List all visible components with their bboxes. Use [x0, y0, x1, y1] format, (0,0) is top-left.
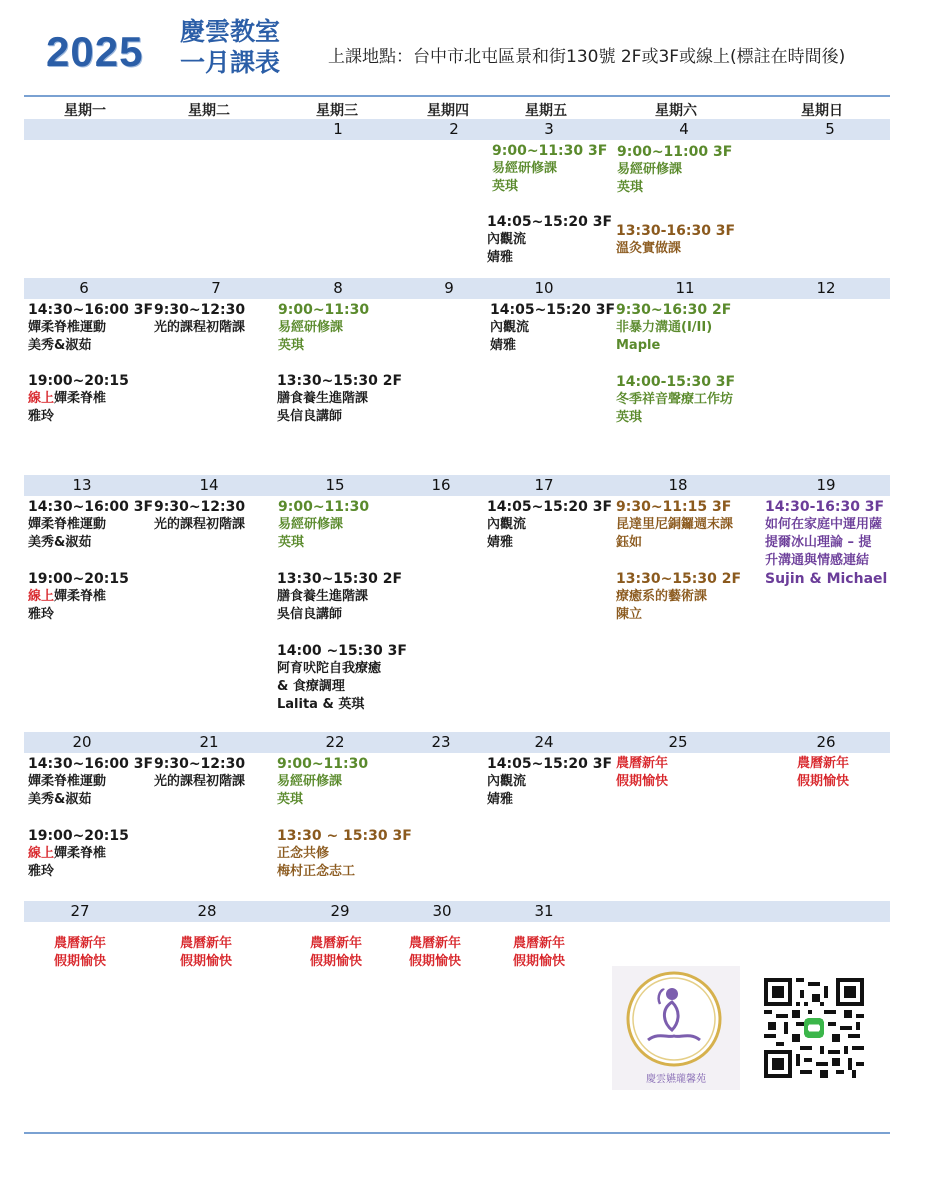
holiday-note — [797, 755, 849, 791]
holiday-note — [616, 755, 668, 791]
event-name-2: & 食療調理 — [277, 679, 345, 694]
event-teacher: 婧雅 — [487, 535, 514, 550]
event-time: 14:05~15:20 3F — [487, 214, 613, 230]
date-cell: 2 — [449, 120, 459, 138]
event-time: 14:05~15:20 3F — [490, 302, 616, 318]
event-block — [277, 827, 412, 881]
holiday-line-1: 農曆新年 — [409, 936, 462, 951]
holiday-note — [513, 935, 565, 971]
event-teacher: 吳信良講師 — [277, 607, 343, 622]
weekday-mon: 星期一 — [64, 103, 106, 119]
event-name: 內觀流 — [490, 320, 530, 335]
event-name: 嬋柔脊椎運動 — [28, 517, 107, 532]
event-time: 14:30~16:00 3F — [28, 756, 154, 772]
event-name: 易經研修課 — [278, 320, 344, 335]
holiday-line-1: 農曆新年 — [797, 756, 850, 771]
event-time: 9:00~11:30 — [277, 756, 369, 772]
date-cell: 6 — [79, 279, 89, 297]
event-teacher: 雅玲 — [28, 607, 55, 622]
event-time: 9:30~16:30 2F — [616, 302, 732, 318]
event-time: 19:00~20:15 — [28, 373, 129, 389]
online-tag: 線上 — [28, 589, 55, 604]
weekday-thu: 星期四 — [427, 103, 469, 119]
event-teacher: 美秀&淑茹 — [28, 792, 92, 807]
event-teacher: 雅玲 — [28, 409, 55, 424]
date-cell: 21 — [199, 733, 219, 751]
top-divider — [24, 95, 890, 97]
event-time: 13:30~15:30 2F — [616, 571, 742, 587]
holiday-note — [54, 935, 106, 971]
event-teacher: 英琪 — [492, 179, 519, 194]
event-time: 9:00~11:30 — [278, 499, 370, 515]
location-text: 上課地點：台中市北屯區景和街130號 2F或3F或線上(標註在時間後) — [328, 47, 846, 67]
event-time: 13:30 ~ 15:30 3F — [277, 828, 412, 844]
event-block — [487, 755, 612, 809]
event-teacher: 英琪 — [277, 792, 304, 807]
event-name: 阿育吠陀自我療癒 — [277, 661, 382, 676]
holiday-line-1: 農曆新年 — [616, 756, 669, 771]
holiday-line-2: 假期愉快 — [54, 954, 107, 969]
date-cell: 4 — [679, 120, 689, 138]
holiday-note — [180, 935, 232, 971]
event-time: 14:05~15:20 3F — [487, 499, 613, 515]
event-block — [28, 498, 153, 552]
event-time: 13:30~15:30 2F — [277, 373, 403, 389]
event-block — [490, 301, 615, 355]
event-name: 冬季祥音聲療工作坊 — [616, 392, 734, 407]
event-block — [487, 498, 612, 552]
date-cell: 12 — [816, 279, 836, 297]
event-teacher: 梅村正念志工 — [277, 864, 356, 879]
event-time: 9:00~11:30 3F — [492, 143, 608, 159]
event-time: 13:30~15:30 2F — [277, 571, 403, 587]
event-time: 19:00~20:15 — [28, 571, 129, 587]
page-title — [180, 16, 280, 78]
event-time: 9:30~12:30 — [154, 302, 246, 318]
event-block — [277, 570, 402, 624]
logo-caption: 慶雲嬿瓏馨苑 — [646, 1074, 706, 1085]
event-block — [28, 570, 129, 624]
event-block — [28, 372, 129, 426]
weekday-tue: 星期二 — [188, 103, 230, 119]
event-teacher: 美秀&淑茹 — [28, 338, 92, 353]
event-teacher: 婧雅 — [487, 250, 514, 265]
weekday-fri: 星期五 — [525, 103, 567, 119]
event-block — [28, 827, 129, 881]
event-name: 光的課程初階課 — [154, 320, 246, 335]
date-cell: 19 — [816, 476, 836, 494]
date-cell: 29 — [330, 902, 350, 920]
event-name: 嬋柔脊椎 — [54, 391, 107, 406]
date-cell: 14 — [199, 476, 219, 494]
event-name: 內觀流 — [487, 517, 527, 532]
event-block — [154, 301, 245, 337]
event-name: 昆達里尼銅鑼週末課 — [616, 517, 734, 532]
date-cell: 25 — [668, 733, 688, 751]
event-block — [277, 755, 368, 809]
date-cell: 3 — [544, 120, 554, 138]
event-time: 14:30~16:00 3F — [28, 499, 154, 515]
event-name: 正念共修 — [277, 846, 330, 861]
event-name: 溫灸實做課 — [616, 241, 682, 256]
event-name: 療癒系的藝術課 — [616, 589, 708, 604]
event-time: 9:00~11:00 3F — [617, 144, 733, 160]
event-block — [765, 498, 887, 588]
weekday-sat: 星期六 — [655, 103, 697, 119]
date-cell: 13 — [72, 476, 92, 494]
event-name: 嬋柔脊椎 — [54, 846, 107, 861]
event-name: 內觀流 — [487, 774, 527, 789]
date-cell: 16 — [431, 476, 451, 494]
event-teacher: Lalita & 英琪 — [277, 697, 365, 712]
holiday-line-1: 農曆新年 — [310, 936, 363, 951]
event-teacher: 吳信良講師 — [277, 409, 343, 424]
date-cell: 23 — [431, 733, 451, 751]
date-cell: 10 — [534, 279, 554, 297]
event-name: 膳食養生進階課 — [277, 391, 369, 406]
weekday-wed: 星期三 — [316, 103, 358, 119]
event-block — [616, 570, 741, 624]
event-name: 內觀流 — [487, 232, 527, 247]
event-block — [278, 301, 369, 355]
holiday-line-2: 假期愉快 — [513, 954, 566, 969]
event-name-line — [28, 390, 129, 408]
event-teacher: 鈺如 — [616, 535, 643, 550]
event-block — [616, 373, 735, 427]
date-cell: 7 — [211, 279, 221, 297]
date-cell: 30 — [432, 902, 452, 920]
event-name-line — [28, 588, 129, 606]
event-name: 嬋柔脊椎運動 — [28, 774, 107, 789]
event-time: 14:00 ~15:30 3F — [277, 643, 407, 659]
holiday-line-1: 農曆新年 — [180, 936, 233, 951]
event-teacher: Sujin & Michael — [765, 571, 888, 587]
event-name: 易經研修課 — [277, 774, 343, 789]
event-block — [487, 213, 612, 267]
event-time: 9:30~12:30 — [154, 499, 246, 515]
title-line-2: 一月課表 — [180, 48, 281, 77]
event-name-line — [28, 845, 129, 863]
event-teacher: Maple — [616, 338, 661, 353]
date-cell: 18 — [668, 476, 688, 494]
event-time: 14:05~15:20 3F — [487, 756, 613, 772]
date-cell: 8 — [333, 279, 343, 297]
date-cell: 22 — [325, 733, 345, 751]
event-name: 易經研修課 — [617, 162, 683, 177]
event-time: 9:00~11:30 — [278, 302, 370, 318]
event-block — [616, 222, 735, 258]
event-block — [277, 642, 407, 714]
bottom-divider — [24, 1132, 890, 1134]
event-name: 光的課程初階課 — [154, 774, 246, 789]
holiday-note — [409, 935, 461, 971]
date-cell: 5 — [825, 120, 835, 138]
event-name: 膳食養生進階課 — [277, 589, 369, 604]
event-name: 光的課程初階課 — [154, 517, 246, 532]
holiday-line-2: 假期愉快 — [797, 774, 850, 789]
meditation-logo — [612, 966, 740, 1090]
date-cell: 1 — [333, 120, 343, 138]
event-block — [28, 301, 153, 355]
weekday-sun: 星期日 — [801, 103, 843, 119]
event-time: 9:30~11:15 3F — [616, 499, 732, 515]
event-name: 易經研修課 — [492, 161, 558, 176]
event-block — [492, 142, 607, 196]
date-cell: 26 — [816, 733, 836, 751]
event-teacher: 美秀&淑茹 — [28, 535, 92, 550]
event-teacher: 雅玲 — [28, 864, 55, 879]
event-block — [278, 498, 369, 552]
event-time: 19:00~20:15 — [28, 828, 129, 844]
event-time: 13:30-16:30 3F — [616, 223, 736, 239]
event-teacher: 婧雅 — [490, 338, 517, 353]
event-teacher: 陳立 — [616, 607, 643, 622]
holiday-line-1: 農曆新年 — [513, 936, 566, 951]
event-block — [154, 498, 245, 534]
event-time: 14:00-15:30 3F — [616, 374, 736, 390]
date-cell: 31 — [534, 902, 554, 920]
event-block — [28, 755, 153, 809]
year-heading: 2025 — [46, 28, 144, 75]
holiday-note — [310, 935, 362, 971]
event-teacher: 婧雅 — [487, 792, 514, 807]
event-block — [277, 372, 402, 426]
event-name: 非暴力溝通(I/II) — [616, 320, 713, 335]
holiday-line-2: 假期愉快 — [180, 954, 233, 969]
event-teacher: 英琪 — [616, 410, 643, 425]
event-teacher: 英琪 — [278, 338, 305, 353]
event-name: 易經研修課 — [278, 517, 344, 532]
event-name: 如何在家庭中運用薩提爾冰山理論 – 提升溝通與情感連結 — [765, 517, 883, 568]
event-time: 9:30~12:30 — [154, 756, 246, 772]
date-cell: 15 — [325, 476, 345, 494]
holiday-line-2: 假期愉快 — [310, 954, 363, 969]
event-block — [154, 755, 245, 791]
event-name: 嬋柔脊椎運動 — [28, 320, 107, 335]
event-block — [616, 498, 733, 552]
line-qr-code-icon — [764, 978, 864, 1078]
date-cell: 20 — [72, 733, 92, 751]
event-name: 嬋柔脊椎 — [54, 589, 107, 604]
online-tag: 線上 — [28, 391, 55, 406]
holiday-line-2: 假期愉快 — [409, 954, 462, 969]
event-time: 14:30~16:00 3F — [28, 302, 154, 318]
event-teacher: 英琪 — [617, 180, 644, 195]
title-line-1: 慶雲教室 — [180, 17, 281, 46]
date-cell: 27 — [70, 902, 90, 920]
date-cell: 17 — [534, 476, 554, 494]
date-cell: 9 — [444, 279, 454, 297]
event-block — [617, 143, 732, 197]
date-cell: 11 — [675, 279, 695, 297]
online-tag: 線上 — [28, 846, 55, 861]
holiday-line-1: 農曆新年 — [54, 936, 107, 951]
event-block — [616, 301, 731, 355]
date-cell: 24 — [534, 733, 554, 751]
holiday-line-2: 假期愉快 — [616, 774, 669, 789]
event-time: 14:30-16:30 3F — [765, 499, 885, 515]
date-cell: 28 — [197, 902, 217, 920]
event-teacher: 英琪 — [278, 535, 305, 550]
